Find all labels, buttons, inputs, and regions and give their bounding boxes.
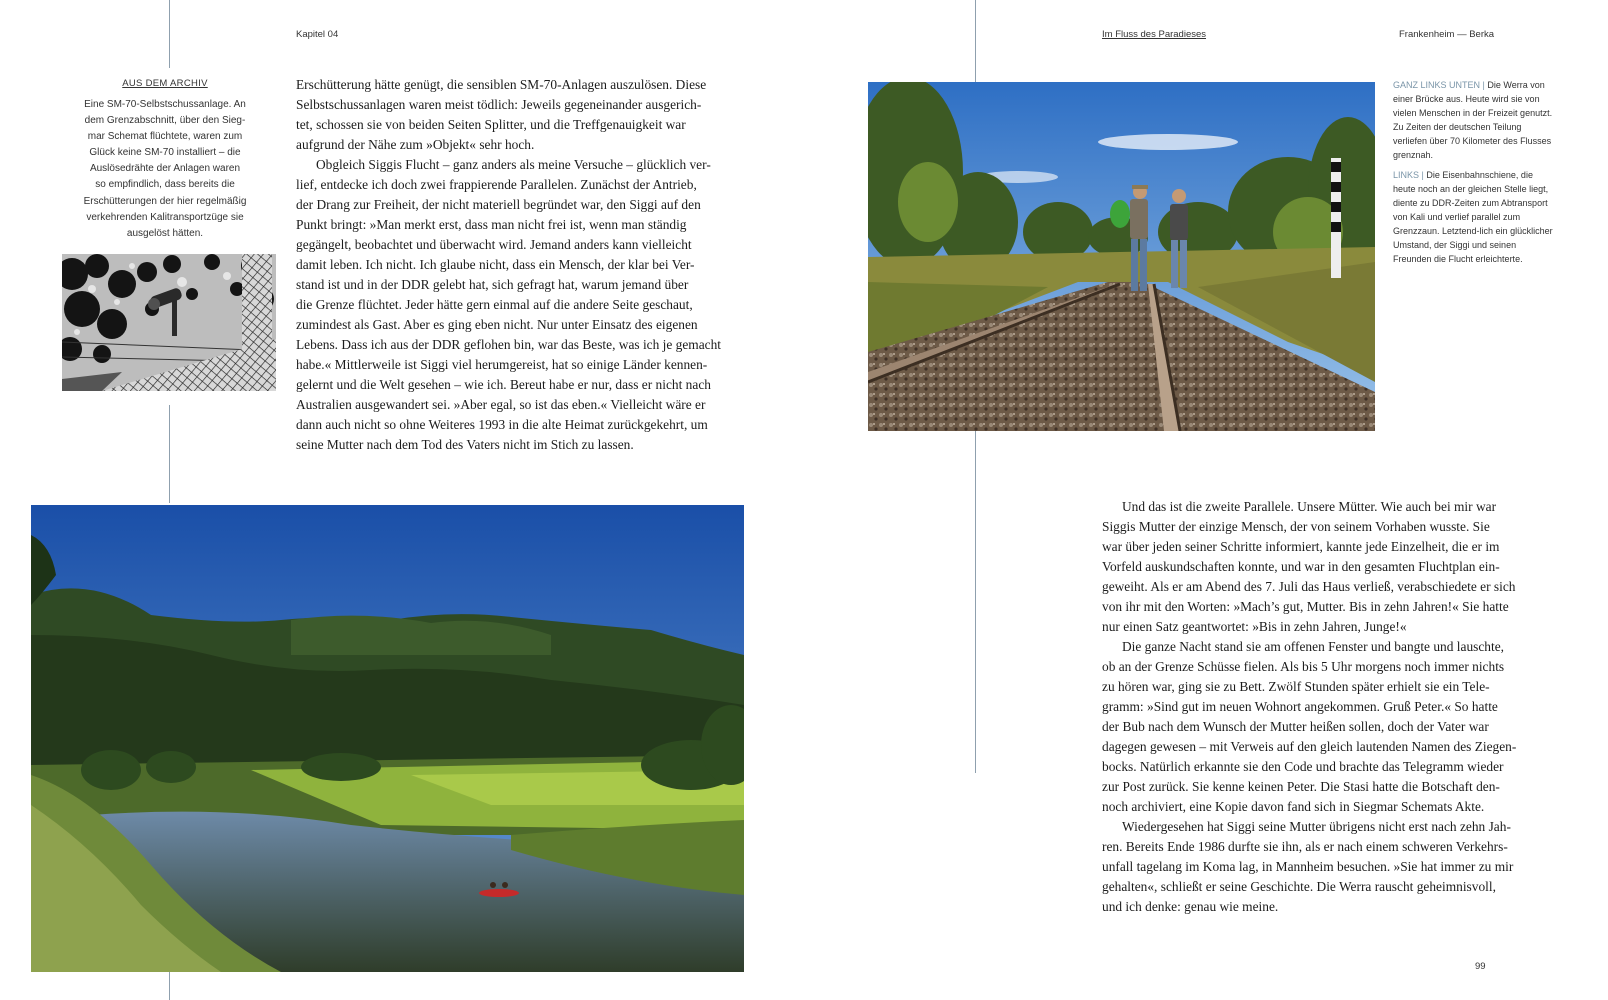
- body-line: damit leben. Ich nicht. Ich glaube nicht, dass ein Mensch, der klar bei Ver-: [296, 257, 695, 272]
- body-line: der Bub nach dem Wunsch der Mutter heißen sollen, doch der Vater war: [1102, 719, 1489, 734]
- body-line: ren. Bereits Ende 1986 durfte sie ihn, als er nach einem schweren Verkehrs-: [1102, 839, 1508, 854]
- body-line: geweiht. Als er am Abend des 7. Juli das Haus verließ, verabschiedete er sich: [1102, 579, 1516, 594]
- body-line: ob an der Grenze Schüsse fielen. Als bis 5 Uhr morgens noch immer nichts: [1102, 659, 1505, 674]
- body-line: Lebens. Dass ich aus der DDR geflohen bin, war das Beste, was ich je gemacht: [296, 337, 722, 352]
- page-number: 99: [1475, 961, 1486, 972]
- right-body-text: [1102, 497, 1550, 917]
- body-line: Erschütterung hätte genügt, die sensiblen SM-70-Anlagen auszulösen. Diese: [296, 77, 707, 92]
- body-line: nur einen Satz geantwortet: »Bis in zehn Jahren, Junge!«: [1102, 619, 1407, 634]
- caption-river-text: Die Werra von einer Brücke aus. Heute wird sie von vielen Menschen in der Freizeit genutzt. Zu Zeiten der deutschen Teilung verliefen über 70 Kilometer des Flusses grenznah.: [1393, 80, 1553, 160]
- body-line: zur Post zurück. Sie kenne keinen Peter. Die Stasi hatte die Botschaft den-: [1102, 779, 1500, 794]
- body-line: war über jeden seiner Schritte informiert, kannte jede Einzelheit, die er im: [1102, 539, 1500, 554]
- archive-line: Eine SM-70-Selbstschussanlage. An: [84, 99, 246, 110]
- body-line: Australien ausgewandert sei. »Aber egal, so ist das eben.« Vielleicht wäre er: [296, 397, 706, 412]
- archive-line: ausgelöst hätten.: [126, 227, 204, 239]
- body-line: gramm: »Sind gut im neuen Wohnort angekommen. Gruß Peter.« So hatte: [1102, 699, 1498, 714]
- body-line: tet, schossen sie von beiden Seiten Splitter, und die Treffgenauigkeit war: [296, 117, 686, 132]
- body-line: zu hören war, ging sie zu Bett. Zwölf Stunden später erhielt sie ein Tele-: [1102, 679, 1490, 694]
- caption-railway-text: Die Eisenbahnschiene, die heute noch an der gleichen Stelle liegt, diente zu DDR-Zeiten zum Abtransport von Kali und verlief parallel zum Grenzzaun. Letztend-lich ein glücklicher Umstand, der Siggi und seinen Freunden die Flucht erleichterte.: [1393, 170, 1553, 264]
- body-line: stand ist und in der DDR gelebt hat, sich gefragt hat, warum jemand über: [296, 277, 689, 292]
- railway-photo: [868, 82, 1375, 431]
- archive-line: verkehrenden Kalitransportzüge sie: [86, 211, 244, 223]
- archive-line: so empfindlich, dass bereits die: [95, 179, 235, 191]
- body-line: Vorfeld auskundschaften konnte, und war in den gesamten Fluchtplan ein-: [1102, 559, 1500, 574]
- right-vertical-rule-middle: [975, 430, 976, 773]
- caption-river-label: GANZ LINKS UNTEN |: [1393, 80, 1485, 90]
- right-vertical-rule-top: [975, 0, 976, 82]
- river-photo: [31, 505, 744, 972]
- caption-railway: [1393, 168, 1553, 266]
- body-line: dann auch nicht so ohne Weiteres 1993 in die alte Heimat zurückgekehrt, um: [296, 417, 708, 432]
- body-line: noch archiviert, eine Kopie davon fand sich in Siegmar Schemats Akte.: [1102, 799, 1485, 814]
- archive-title: AUS DEM ARCHIV: [122, 78, 208, 89]
- left-body-text: [296, 75, 742, 455]
- body-line: Die ganze Nacht stand sie am offenen Fenster und bangte und lauschte,: [1122, 639, 1505, 654]
- caption-railway-label: LINKS |: [1393, 170, 1424, 180]
- body-line: Obgleich Siggis Flucht – ganz anders als meine Versuche – glücklich ver-: [316, 157, 711, 172]
- archive-line: Erschütterungen der hier regelmäßig: [83, 195, 247, 207]
- body-line: habe.« Mittlerweile ist Siggi viel herumgereist, hat so einige Länder kennen-: [296, 357, 708, 372]
- left-vertical-rule-bottom: [169, 972, 170, 1000]
- body-line: gegängelt, beobachtet und überwacht wird. Jemand anders kann vielleicht: [296, 237, 692, 252]
- caption-river: [1393, 78, 1553, 162]
- location-label: Frankenheim — Berka: [1399, 29, 1495, 40]
- body-line: bocks. Natürlich erkannte sie den Code und brachte das Telegramm wieder: [1102, 759, 1504, 774]
- archive-line: Glück keine SM-70 installiert – die: [89, 147, 241, 159]
- archive-line: dem Grenzabschnitt, über den Sieg-: [84, 115, 246, 127]
- archive-line: mar Schemat flüchtete, waren zum: [87, 131, 243, 143]
- body-line: gelernt und die Welt gesehen – wie ich. Bereut habe er nur, dass er nicht nach: [296, 377, 711, 392]
- body-line: der Drang zur Freiheit, der nicht materiell begründet war, den Siggi auf den: [296, 197, 701, 212]
- archive-line: Auslösedrähte der Anlagen waren: [89, 163, 241, 175]
- body-line: zumindest als Gast. Aber es ging eben nicht. Nur unter Einsatz des eigenen: [296, 317, 698, 332]
- body-line: Selbstschussanlagen waren meist tödlich: Jeweils gegeneinander ausgerich-: [296, 97, 702, 112]
- body-line: unfall tagelang im Koma lag, in Mannheim besuchen. »Sie hat immer zu mir: [1102, 859, 1514, 874]
- archive-photo-sm70: [62, 254, 276, 391]
- section-title: Im Fluss des Paradieses: [1102, 29, 1207, 40]
- photo-captions: [1393, 78, 1553, 272]
- body-line: aufgrund der Nähe zum »Objekt« sehr hoch.: [296, 137, 535, 152]
- body-line: Und das ist die zweite Parallele. Unsere Mütter. Wie auch bei mir war: [1122, 499, 1497, 514]
- body-line: gehalten«, schließt er seine Geschichte. Die Werra rauscht geheimnisvoll,: [1102, 879, 1496, 894]
- body-line: lief, entdecke ich doch zwei frappierende Parallelen. Zunächst der Antrieb,: [296, 177, 697, 192]
- body-line: Punkt bringt: »Man merkt erst, dass man nicht frei ist, wenn man ständig: [296, 217, 687, 232]
- body-line: und ich denke: genau wie meine.: [1102, 899, 1279, 914]
- left-vertical-rule-middle: [169, 405, 170, 503]
- body-line: Siggis Mutter der einzige Mensch, der von seinem Vorhaben wusste. Sie: [1102, 519, 1490, 534]
- left-vertical-rule-top: [169, 0, 170, 68]
- body-line: von ihr mit den Worten: »Mach’s gut, Mutter. Bis in zehn Jahren!« Sie hatte: [1102, 599, 1509, 614]
- body-line: seine Mutter nach dem Tod des Vaters nicht im Stich zu lassen.: [296, 437, 634, 452]
- body-line: dagegen gewesen – mit Verweis auf den gleich lautenden Namen des Ziegen-: [1102, 739, 1517, 754]
- chapter-label: Kapitel 04: [296, 29, 339, 40]
- body-line: Wiedergesehen hat Siggi seine Mutter übrigens nicht erst nach zehn Jah-: [1122, 819, 1511, 834]
- archive-caption: [60, 97, 270, 242]
- body-line: die Grenze flüchtet. Jeder hätte gern einmal auf die andere Seite geschaut,: [296, 297, 693, 312]
